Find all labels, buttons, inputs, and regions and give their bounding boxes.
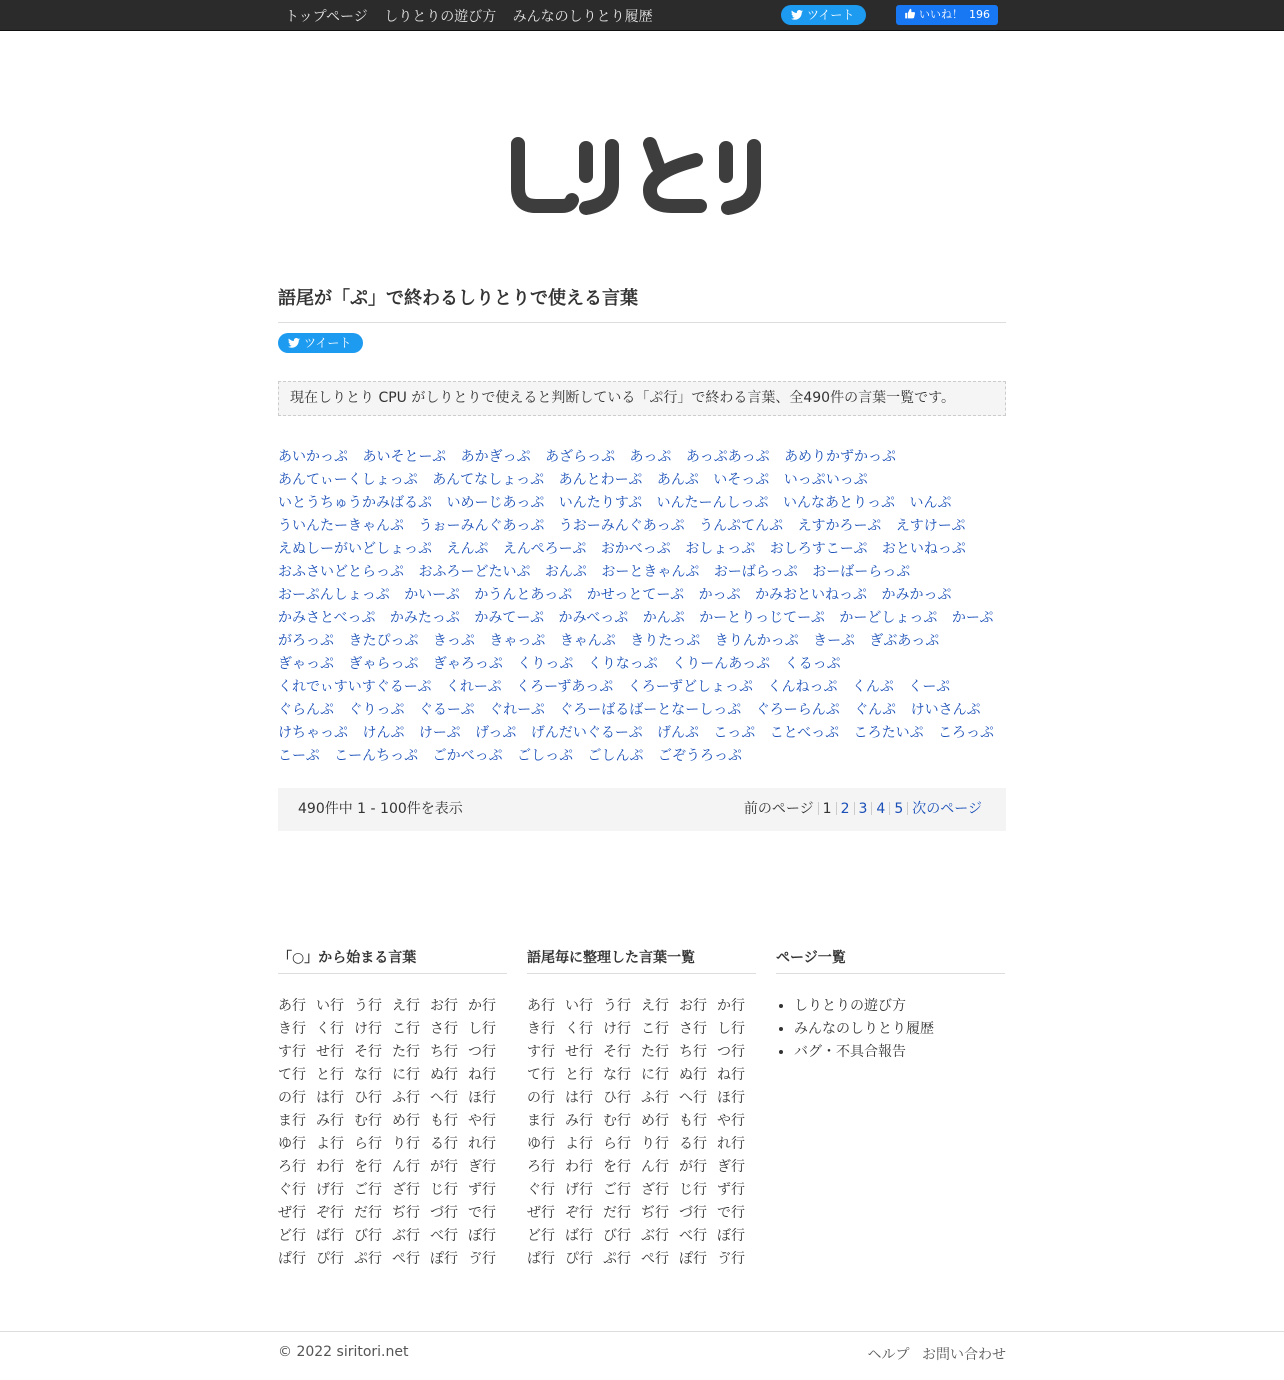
end-gyo-link[interactable]: ゆ行 <box>527 1136 555 1152</box>
word-link[interactable]: あっぷ <box>629 449 672 465</box>
word-link[interactable]: ころたいぷ <box>853 725 924 741</box>
page-4[interactable]: 4 <box>876 801 886 817</box>
like-count: 196 <box>969 8 990 21</box>
end-gyo-link[interactable]: け行 <box>603 1021 631 1037</box>
start-gyo-link[interactable]: ほ行 <box>468 1090 496 1106</box>
site-logo[interactable] <box>500 130 784 220</box>
end-gyo-link[interactable]: い行 <box>565 998 593 1014</box>
twitter-bird-icon <box>288 338 300 348</box>
word-link[interactable]: くーぷ <box>908 679 951 695</box>
start-gyo-link[interactable]: あ行 <box>278 998 306 1014</box>
word-link[interactable]: ぎゃろっぷ <box>432 656 503 672</box>
copyright: © 2022 siritori.net <box>278 1344 409 1360</box>
word-link[interactable]: おーばーらっぷ <box>812 564 911 580</box>
word-link[interactable]: くろーずあっぷ <box>516 679 614 695</box>
end-gyo-link[interactable]: ぐ行 <box>527 1182 555 1198</box>
end-gyo-link[interactable]: ぷ行 <box>603 1251 631 1267</box>
start-gyo-link[interactable]: め行 <box>392 1113 420 1129</box>
start-gyo-link[interactable]: ぬ行 <box>430 1067 458 1083</box>
end-gyo-link[interactable]: み行 <box>565 1113 593 1129</box>
word-link[interactable]: うおーみんぐあっぷ <box>558 518 685 534</box>
word-link[interactable]: げっぷ <box>475 725 517 741</box>
page-title: 語尾が「ぷ」で終わるしりとりで使える言葉 <box>278 288 638 309</box>
end-gyo-link[interactable]: ぎ行 <box>717 1159 745 1175</box>
word-link[interactable]: こーぷ <box>278 748 320 764</box>
nav-tweet-button[interactable] <box>781 5 866 25</box>
start-gyo-link[interactable]: ら行 <box>354 1136 382 1152</box>
word-link[interactable]: かみたっぷ <box>389 610 460 626</box>
start-gyo-link[interactable]: ず行 <box>468 1182 496 1198</box>
start-gyo-link[interactable]: へ行 <box>430 1090 458 1106</box>
word-link[interactable]: こーんちっぷ <box>334 748 419 764</box>
start-gyo-link[interactable]: さ行 <box>430 1021 458 1037</box>
word-link[interactable]: ぐらんぷ <box>278 702 334 718</box>
footer-divider <box>0 1331 1284 1332</box>
info-text: 現在しりとり CPU がしりとりで使えると判断している「ぷ行」で終わる言葉、全490件の言葉一覧です。 <box>290 390 955 406</box>
start-gyo-link[interactable]: こ行 <box>392 1021 420 1037</box>
page-2[interactable]: 2 <box>840 801 850 817</box>
end-gyo-link[interactable]: な行 <box>603 1067 631 1083</box>
end-gyo-link[interactable]: ん行 <box>641 1159 669 1175</box>
end-gyo-link[interactable]: れ行 <box>717 1136 745 1152</box>
word-link[interactable]: くれでぃすいすぐるーぷ <box>278 679 432 695</box>
end-gyo-link[interactable]: ぢ行 <box>641 1205 669 1221</box>
like-label: いいね！ <box>919 8 963 21</box>
word-link[interactable]: あざらっぷ <box>545 449 616 465</box>
end-gyo-link[interactable]: む行 <box>603 1113 631 1129</box>
page-1: 1 <box>822 801 832 817</box>
end-gyo-link[interactable]: き行 <box>527 1021 555 1037</box>
start-gyo-link[interactable]: の行 <box>278 1090 306 1106</box>
word-link[interactable]: かーどしょっぷ <box>839 610 938 626</box>
start-gyo-link[interactable]: ぺ行 <box>392 1251 420 1267</box>
word-link[interactable]: いんなあとりっぷ <box>783 495 895 511</box>
word-link[interactable]: くりっぷ <box>517 656 574 672</box>
word-link[interactable]: いとうちゅうかみばるぷ <box>278 495 432 511</box>
page-list-item-howto[interactable]: • しりとりの遊び方 <box>794 995 1005 1018</box>
word-link[interactable]: あいかっぷ <box>278 449 348 465</box>
start-gyo-link[interactable]: て行 <box>278 1067 306 1083</box>
end-gyo-link[interactable]: づ行 <box>679 1205 707 1221</box>
end-gyo-link[interactable]: ぜ行 <box>527 1205 555 1221</box>
word-link[interactable]: ぎゃっぷ <box>278 656 334 672</box>
start-gyo-link[interactable]: せ行 <box>316 1044 344 1060</box>
end-gyo-link[interactable]: る行 <box>679 1136 707 1152</box>
prev-page-label: 前のページ <box>743 801 814 817</box>
word-link[interactable]: あっぷあっぷ <box>685 449 770 465</box>
start-gyo-link[interactable]: ん行 <box>392 1159 420 1175</box>
end-gyo-link[interactable]: し行 <box>717 1021 745 1037</box>
word-link[interactable]: かみさとべっぷ <box>278 610 376 626</box>
start-with-heading: 「○」から始まる言葉 <box>278 947 507 974</box>
word-link[interactable]: きりんかっぷ <box>714 633 799 649</box>
word-link[interactable]: ぐろーらんぷ <box>755 702 840 718</box>
word-link[interactable]: うぉーみんぐあっぷ <box>418 518 545 534</box>
start-gyo-link[interactable]: だ行 <box>354 1205 382 1221</box>
page-5[interactable]: 5 <box>894 801 904 817</box>
word-link[interactable]: かみおといねっぷ <box>755 587 868 603</box>
nav-links <box>285 6 665 26</box>
word-link[interactable]: きーぷ <box>813 633 855 649</box>
start-gyo-link[interactable]: ぼ行 <box>468 1228 496 1244</box>
page-list-heading: ページ一覧 <box>776 947 1005 974</box>
end-gyo-link[interactable]: に行 <box>641 1067 669 1083</box>
start-gyo-link[interactable]: す行 <box>278 1044 306 1060</box>
end-gyo-link[interactable]: こ行 <box>641 1021 669 1037</box>
end-gyo-link[interactable]: あ行 <box>527 998 555 1014</box>
word-link[interactable]: かみかっぷ <box>881 587 952 603</box>
word-link[interactable]: えぬしーがいどしょっぷ <box>278 541 432 557</box>
start-gyo-link[interactable]: じ行 <box>430 1182 458 1198</box>
word-link[interactable]: きたぴっぷ <box>348 633 419 649</box>
start-gyo-link[interactable]: な行 <box>354 1067 382 1083</box>
end-gyo-link[interactable]: す行 <box>527 1044 555 1060</box>
thumbs-up-icon <box>904 8 916 19</box>
start-gyo-link[interactable]: ぎ行 <box>468 1159 496 1175</box>
end-gyo-link[interactable]: ご行 <box>603 1182 631 1198</box>
end-gyo-link[interactable]: ぼ行 <box>717 1228 745 1244</box>
start-gyo-link[interactable]: わ行 <box>316 1159 344 1175</box>
start-gyo-link[interactable]: お行 <box>430 998 458 1014</box>
word-link[interactable]: えんぺろーぷ <box>502 541 587 557</box>
word-link[interactable]: かみべっぷ <box>558 610 629 626</box>
end-gyo-link[interactable]: ず行 <box>717 1182 745 1198</box>
page-list <box>776 995 1005 1064</box>
page-3[interactable]: 3 <box>858 801 868 817</box>
info-box <box>278 381 1006 416</box>
word-link[interactable]: こっぷ <box>713 725 756 741</box>
start-gyo-link[interactable]: ぜ行 <box>278 1205 306 1221</box>
start-gyo-link[interactable]: む行 <box>354 1113 382 1129</box>
tweet-label: ツイート <box>304 336 352 350</box>
end-gyo-link[interactable]: く行 <box>565 1021 593 1037</box>
word-link[interactable]: えんぷ <box>446 541 489 557</box>
word-link[interactable]: かいーぷ <box>404 587 460 603</box>
end-gyo-link[interactable]: と行 <box>565 1067 593 1083</box>
end-gyo-link[interactable]: だ行 <box>603 1205 631 1221</box>
word-link[interactable]: くりーんあっぷ <box>672 656 771 672</box>
end-gyo-link[interactable]: ち行 <box>679 1044 707 1060</box>
word-link[interactable]: おーばらっぷ <box>713 564 798 580</box>
tweet-button[interactable] <box>278 333 363 353</box>
end-gyo-link[interactable]: ら行 <box>603 1136 631 1152</box>
word-link[interactable]: きゃっぷ <box>489 633 546 649</box>
word-link[interactable]: けーぷ <box>418 725 461 741</box>
word-link[interactable]: ぐりっぷ <box>348 702 405 718</box>
end-gyo-link[interactable]: げ行 <box>565 1182 593 1198</box>
start-gyo-link[interactable]: づ行 <box>430 1205 458 1221</box>
nav-link-history[interactable]: みんなのしりとり履歴 <box>512 9 653 25</box>
start-gyo-link[interactable]: び行 <box>354 1228 382 1244</box>
word-link[interactable]: ぐれーぷ <box>489 702 545 718</box>
end-gyo-link[interactable]: え行 <box>641 998 669 1014</box>
end-gyo-link[interactable]: ろ行 <box>527 1159 555 1175</box>
end-gyo-link[interactable]: せ行 <box>565 1044 593 1060</box>
start-gyo-link[interactable]: く行 <box>316 1021 344 1037</box>
end-gyo-link[interactable]: よ行 <box>565 1136 593 1152</box>
end-gyo-link[interactable]: じ行 <box>679 1182 707 1198</box>
top-navbar <box>0 0 1284 31</box>
start-gyo-link[interactable]: た行 <box>392 1044 420 1060</box>
start-gyo-link[interactable]: ぴ行 <box>316 1251 344 1267</box>
word-list <box>278 446 1006 768</box>
word-link[interactable]: くるっぷ <box>784 656 841 672</box>
start-gyo-link[interactable]: え行 <box>392 998 420 1014</box>
page-list-item-bug-report[interactable]: • バグ・不具合報告 <box>794 1041 1005 1064</box>
word-link[interactable]: きゃんぷ <box>559 633 616 649</box>
start-gyo-link[interactable]: き行 <box>278 1021 306 1037</box>
page-links <box>744 788 982 831</box>
word-link[interactable]: いっぷいっぷ <box>783 472 868 488</box>
end-gyo-link[interactable]: さ行 <box>679 1021 707 1037</box>
start-gyo-link[interactable]: れ行 <box>468 1136 496 1152</box>
word-link[interactable]: ういんたーきゃんぷ <box>278 518 404 534</box>
word-link[interactable]: けんぷ <box>362 725 405 741</box>
start-gyo-link[interactable]: は行 <box>316 1090 344 1106</box>
start-gyo-link[interactable]: ふ行 <box>392 1090 420 1106</box>
start-gyo-link[interactable]: を行 <box>354 1159 382 1175</box>
word-link[interactable]: けちゃっぷ <box>278 725 348 741</box>
end-gyo-link[interactable]: ふ行 <box>641 1090 669 1106</box>
word-link[interactable]: えすけーぷ <box>895 518 966 534</box>
page-list-item-history[interactable]: • みんなのしりとり履歴 <box>794 1018 1005 1041</box>
start-gyo-link[interactable]: ぶ行 <box>392 1228 420 1244</box>
word-link[interactable]: おしょっぷ <box>685 541 756 557</box>
twitter-bird-icon <box>791 10 803 20</box>
word-link[interactable]: ことべっぷ <box>769 725 840 741</box>
word-link[interactable]: かうんとあっぷ <box>474 587 573 603</box>
footer-link-help[interactable]: ヘルプ <box>867 1347 910 1363</box>
word-link[interactable]: ごぞうろっぷ <box>658 748 742 764</box>
word-link[interactable]: ぎゃらっぷ <box>348 656 419 672</box>
start-with-grid <box>278 995 507 1271</box>
word-link[interactable]: いんたーんしっぷ <box>656 495 769 511</box>
start-gyo-link[interactable]: ば行 <box>316 1228 344 1244</box>
start-gyo-link[interactable]: ご行 <box>354 1182 382 1198</box>
facebook-like-button[interactable] <box>896 5 998 25</box>
end-gyo-link[interactable]: た行 <box>641 1044 669 1060</box>
result-summary: 490件中 1 - 100件を表示 <box>298 801 463 817</box>
word-link[interactable]: ぐるーぷ <box>418 702 475 718</box>
word-link[interactable]: おしろすこーぷ <box>769 541 868 557</box>
start-gyo-link[interactable]: や行 <box>468 1113 496 1129</box>
end-gyo-link[interactable]: べ行 <box>679 1228 707 1244</box>
word-link[interactable]: おかべっぷ <box>600 541 671 557</box>
footer-link-contact[interactable]: お問い合わせ <box>922 1347 1006 1363</box>
word-link[interactable]: かみてーぷ <box>474 610 545 626</box>
footer-links <box>860 1344 1006 1364</box>
word-link[interactable]: かんぷ <box>642 610 685 626</box>
word-link[interactable]: ぎぶあっぷ <box>869 633 940 649</box>
end-gyo-link[interactable]: も行 <box>679 1113 707 1129</box>
word-link[interactable]: いんたりすぷ <box>558 495 643 511</box>
start-gyo-link[interactable]: ゔ行 <box>468 1251 496 1267</box>
word-link[interactable]: おんぷ <box>544 564 587 580</box>
word-link[interactable]: おーぷんしょっぷ <box>278 587 390 603</box>
end-gyo-link[interactable]: ど行 <box>527 1228 555 1244</box>
end-gyo-link[interactable]: や行 <box>717 1113 745 1129</box>
end-gyo-link[interactable]: び行 <box>603 1228 631 1244</box>
end-gyo-link[interactable]: ま行 <box>527 1113 555 1129</box>
start-gyo-link[interactable]: に行 <box>392 1067 420 1083</box>
word-link[interactable]: いめーじあっぷ <box>446 495 545 511</box>
start-with-column <box>278 947 507 1271</box>
start-gyo-link[interactable]: け行 <box>354 1021 382 1037</box>
word-link[interactable]: あんてぃーくしょっぷ <box>278 472 418 488</box>
start-gyo-link[interactable]: ま行 <box>278 1113 306 1129</box>
end-gyo-link[interactable]: ぺ行 <box>641 1251 669 1267</box>
word-link[interactable]: ぐろーばるばーとなーしっぷ <box>559 702 742 718</box>
end-gyo-link[interactable]: ぱ行 <box>527 1251 555 1267</box>
start-gyo-link[interactable]: が行 <box>430 1159 458 1175</box>
start-gyo-link[interactable]: し行 <box>468 1021 496 1037</box>
end-gyo-link[interactable]: り行 <box>641 1136 669 1152</box>
word-link[interactable]: ごしっぷ <box>517 748 574 764</box>
end-gyo-link[interactable]: ゔ行 <box>717 1251 745 1267</box>
word-link[interactable]: きっぷ <box>432 633 475 649</box>
word-link[interactable]: いそっぷ <box>713 472 770 488</box>
end-gyo-link[interactable]: て行 <box>527 1067 555 1083</box>
start-gyo-link[interactable]: ろ行 <box>278 1159 306 1175</box>
word-link[interactable]: かーとりっじてーぷ <box>699 610 825 626</box>
word-link[interactable]: ころっぷ <box>938 725 995 741</box>
end-gyo-link[interactable]: ね行 <box>717 1067 745 1083</box>
start-gyo-link[interactable]: と行 <box>316 1067 344 1083</box>
word-link[interactable]: ごしんぷ <box>587 748 644 764</box>
end-gyo-link[interactable]: へ行 <box>679 1090 707 1106</box>
start-gyo-link[interactable]: ぐ行 <box>278 1182 306 1198</box>
end-gyo-link[interactable]: ざ行 <box>641 1182 669 1198</box>
word-link[interactable]: かせっとてーぷ <box>586 587 685 603</box>
end-gyo-link[interactable]: ぶ行 <box>641 1228 669 1244</box>
start-gyo-link[interactable]: ぢ行 <box>392 1205 420 1221</box>
pagination <box>278 788 1006 831</box>
end-gyo-link[interactable]: を行 <box>603 1159 631 1175</box>
word-link[interactable]: あいそとーぷ <box>362 449 447 465</box>
word-link[interactable]: あめりかずかっぷ <box>784 449 897 465</box>
end-gyo-link[interactable]: は行 <box>565 1090 593 1106</box>
start-gyo-link[interactable]: ざ行 <box>392 1182 420 1198</box>
start-gyo-link[interactable]: ひ行 <box>354 1090 382 1106</box>
start-gyo-link[interactable]: ぷ行 <box>354 1251 382 1267</box>
end-with-heading: 語尾毎に整理した言葉一覧 <box>527 947 756 974</box>
start-gyo-link[interactable]: り行 <box>392 1136 420 1152</box>
nav-tweet-label: ツイート <box>807 8 855 22</box>
word-link[interactable]: がろっぷ <box>278 633 334 649</box>
word-link[interactable]: かーぷ <box>951 610 994 626</box>
end-gyo-link[interactable]: ぬ行 <box>679 1067 707 1083</box>
end-gyo-link[interactable]: ぞ行 <box>565 1205 593 1221</box>
end-gyo-link[interactable]: そ行 <box>603 1044 631 1060</box>
start-gyo-link[interactable]: る行 <box>430 1136 458 1152</box>
end-gyo-link[interactable]: お行 <box>679 998 707 1014</box>
end-gyo-link[interactable]: ほ行 <box>717 1090 745 1106</box>
start-gyo-link[interactable]: み行 <box>316 1113 344 1129</box>
word-link[interactable]: けいさんぷ <box>910 702 981 718</box>
start-gyo-link[interactable]: ゆ行 <box>278 1136 306 1152</box>
word-link[interactable]: ごかべっぷ <box>432 748 503 764</box>
word-link[interactable]: くんねっぷ <box>767 679 838 695</box>
end-gyo-link[interactable]: め行 <box>641 1113 669 1129</box>
start-gyo-link[interactable]: よ行 <box>316 1136 344 1152</box>
end-gyo-link[interactable]: ひ行 <box>603 1090 631 1106</box>
word-link[interactable]: くんぷ <box>851 679 894 695</box>
start-gyo-link[interactable]: ね行 <box>468 1067 496 1083</box>
word-link[interactable]: げんぷ <box>657 725 700 741</box>
end-gyo-link[interactable]: の行 <box>527 1090 555 1106</box>
start-gyo-link[interactable]: ぱ行 <box>278 1251 306 1267</box>
end-gyo-link[interactable]: ぴ行 <box>565 1251 593 1267</box>
end-gyo-link[interactable]: わ行 <box>565 1159 593 1175</box>
start-gyo-link[interactable]: そ行 <box>354 1044 382 1060</box>
word-link[interactable]: あんとわーぷ <box>558 472 643 488</box>
title-divider <box>278 322 1006 323</box>
word-link[interactable]: いんぷ <box>909 495 952 511</box>
end-gyo-link[interactable]: が行 <box>679 1159 707 1175</box>
word-link[interactable]: おふろーどたいぷ <box>418 564 531 580</box>
word-link[interactable]: おふさいどとらっぷ <box>278 564 404 580</box>
word-link[interactable]: あんぷ <box>656 472 699 488</box>
start-gyo-link[interactable]: ど行 <box>278 1228 306 1244</box>
start-gyo-link[interactable]: ち行 <box>430 1044 458 1060</box>
word-link[interactable]: くりなっぷ <box>587 656 658 672</box>
word-link[interactable]: あかぎっぷ <box>460 449 531 465</box>
word-link[interactable]: おーときゃんぷ <box>601 564 700 580</box>
word-link[interactable]: かっぷ <box>698 587 741 603</box>
start-gyo-link[interactable]: ぞ行 <box>316 1205 344 1221</box>
end-with-column <box>527 947 756 1271</box>
end-gyo-link[interactable]: ぽ行 <box>679 1251 707 1267</box>
start-gyo-link[interactable]: も行 <box>430 1113 458 1129</box>
word-link[interactable]: きりたっぷ <box>630 633 701 649</box>
word-link[interactable]: うんぷてんぷ <box>699 518 784 534</box>
start-gyo-link[interactable]: つ行 <box>468 1044 496 1060</box>
nav-link-howto[interactable]: しりとりの遊び方 <box>384 9 497 25</box>
word-link[interactable]: げんだいぐるーぷ <box>530 725 643 741</box>
start-gyo-link[interactable]: げ行 <box>316 1182 344 1198</box>
start-gyo-link[interactable]: う行 <box>354 998 382 1014</box>
word-link[interactable]: くれーぷ <box>445 679 502 695</box>
word-link[interactable]: くろーずどしょっぷ <box>627 679 754 695</box>
word-link[interactable]: あんてなしょっぷ <box>432 472 545 488</box>
end-gyo-link[interactable]: で行 <box>717 1205 745 1221</box>
start-gyo-link[interactable]: い行 <box>316 998 344 1014</box>
page-list-column <box>776 947 1005 1064</box>
end-gyo-link[interactable]: つ行 <box>717 1044 745 1060</box>
nav-link-top[interactable]: トップページ <box>285 9 368 25</box>
next-page-link[interactable]: 次のページ <box>912 801 982 817</box>
start-gyo-link[interactable]: ぽ行 <box>430 1251 458 1267</box>
end-with-grid <box>527 995 756 1271</box>
start-gyo-link[interactable]: べ行 <box>430 1228 458 1244</box>
end-gyo-link[interactable]: う行 <box>603 998 631 1014</box>
end-gyo-link[interactable]: か行 <box>717 998 745 1014</box>
end-gyo-link[interactable]: ば行 <box>565 1228 593 1244</box>
start-gyo-link[interactable]: か行 <box>468 998 496 1014</box>
word-link[interactable]: えすかろーぷ <box>797 518 882 534</box>
word-link[interactable]: おといねっぷ <box>881 541 966 557</box>
word-link[interactable]: ぐんぷ <box>854 702 897 718</box>
start-gyo-link[interactable]: で行 <box>468 1205 496 1221</box>
